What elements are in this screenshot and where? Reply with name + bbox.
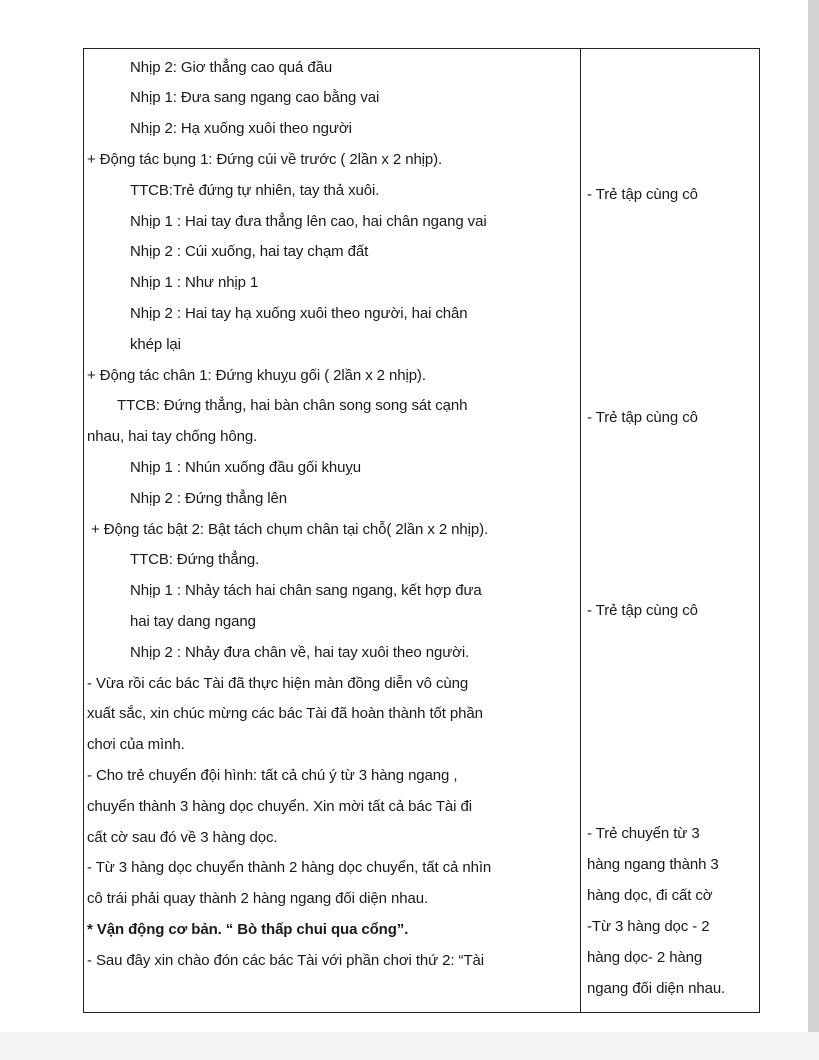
right-line-8: hàng dọc- 2 hàng [587, 949, 703, 966]
left-line-26: cất cờ sau đó về 3 hàng dọc. [87, 829, 278, 846]
right-line-7: -Từ 3 hàng dọc - 2 [587, 918, 710, 935]
left-line-4: + Động tác bụng 1: Đứng cúi về trước ( 2lần x 2 nhịp). [87, 151, 443, 168]
left-line-20: Nhịp 2 : Nhảy đưa chân về, hai tay xuôi theo người. [130, 644, 470, 661]
left-line-10: khép lại [130, 336, 181, 353]
left-line-24: - Cho trẻ chuyển đội hình: tất cả chú ý từ 3 hàng ngang , [87, 767, 458, 784]
left-line-23: chơi của mình. [87, 736, 185, 753]
left-line-3: Nhịp 2: Hạ xuống xuôi theo người [130, 120, 352, 137]
left-line-17: TTCB: Đứng thẳng. [130, 551, 260, 568]
right-line-9: ngang đối diện nhau. [587, 980, 726, 997]
left-line-16: + Động tác bật 2: Bật tách chụm chân tại chỗ( 2lần x 2 nhịp). [91, 521, 489, 538]
column-divider [580, 48, 581, 1013]
left-line-14: Nhịp 1 : Nhún xuống đầu gối khuỵu [130, 459, 362, 476]
left-line-12: TTCB: Đứng thẳng, hai bàn chân song song sát cạnh [117, 397, 468, 414]
left-line-21: - Vừa rồi các bác Tài đã thực hiện màn đồng diễn vô cùng [87, 675, 469, 692]
right-line-4: - Trẻ chuyển từ 3 [587, 825, 700, 842]
left-line-19: hai tay dang ngang [130, 613, 256, 630]
left-line-2: Nhịp 1: Đưa sang ngang cao bằng vai [130, 89, 380, 106]
left-line-22: xuất sắc, xin chúc mừng các bác Tài đã hoàn thành tốt phần [87, 705, 483, 722]
page-gap [0, 1032, 819, 1060]
left-line-8: Nhịp 1 : Như nhịp 1 [130, 274, 259, 291]
left-line-15: Nhịp 2 : Đứng thẳng lên [130, 490, 288, 507]
left-line-9: Nhịp 2 : Hai tay hạ xuống xuôi theo người, hai chân [130, 305, 468, 322]
left-line-5: TTCB:Trẻ đứng tự nhiên, tay thả xuôi. [130, 182, 380, 199]
left-line-29: * Vận động cơ bản. “ Bò thấp chui qua cổng”. [87, 921, 409, 938]
right-line-5: hàng ngang thành 3 [587, 856, 719, 873]
left-line-11: + Động tác chân 1: Đứng khuỵu gối ( 2lần x 2 nhịp). [87, 367, 426, 384]
vertical-scrollbar[interactable] [808, 0, 819, 1032]
right-line-6: hàng dọc, đi cất cờ [587, 887, 713, 904]
left-line-30: - Sau đây xin chào đón các bác Tài với phần chơi thứ 2: “Tài [87, 952, 484, 969]
left-line-18: Nhịp 1 : Nhảy tách hai chân sang ngang, kết hợp đưa [130, 582, 482, 599]
left-line-7: Nhịp 2 : Cúi xuống, hai tay chạm đất [130, 243, 369, 260]
left-line-27: - Từ 3 hàng dọc chuyển thành 2 hàng dọc chuyển, tất cả nhìn [87, 859, 492, 876]
right-line-3: - Trẻ tập cùng cô [587, 602, 698, 619]
left-line-28: cô trái phải quay thành 2 hàng ngang đối diện nhau. [87, 890, 429, 907]
left-line-1: Nhịp 2: Giơ thẳng cao quá đầu [130, 59, 333, 76]
left-line-6: Nhịp 1 : Hai tay đưa thẳng lên cao, hai chân ngang vai [130, 213, 487, 230]
right-line-1: - Trẻ tập cùng cô [587, 186, 698, 203]
right-line-2: - Trẻ tập cùng cô [587, 409, 698, 426]
left-line-25: chuyển thành 3 hàng dọc chuyển. Xin mời tất cả bác Tài đi [87, 798, 472, 815]
left-line-13: nhau, hai tay chống hông. [87, 428, 258, 445]
